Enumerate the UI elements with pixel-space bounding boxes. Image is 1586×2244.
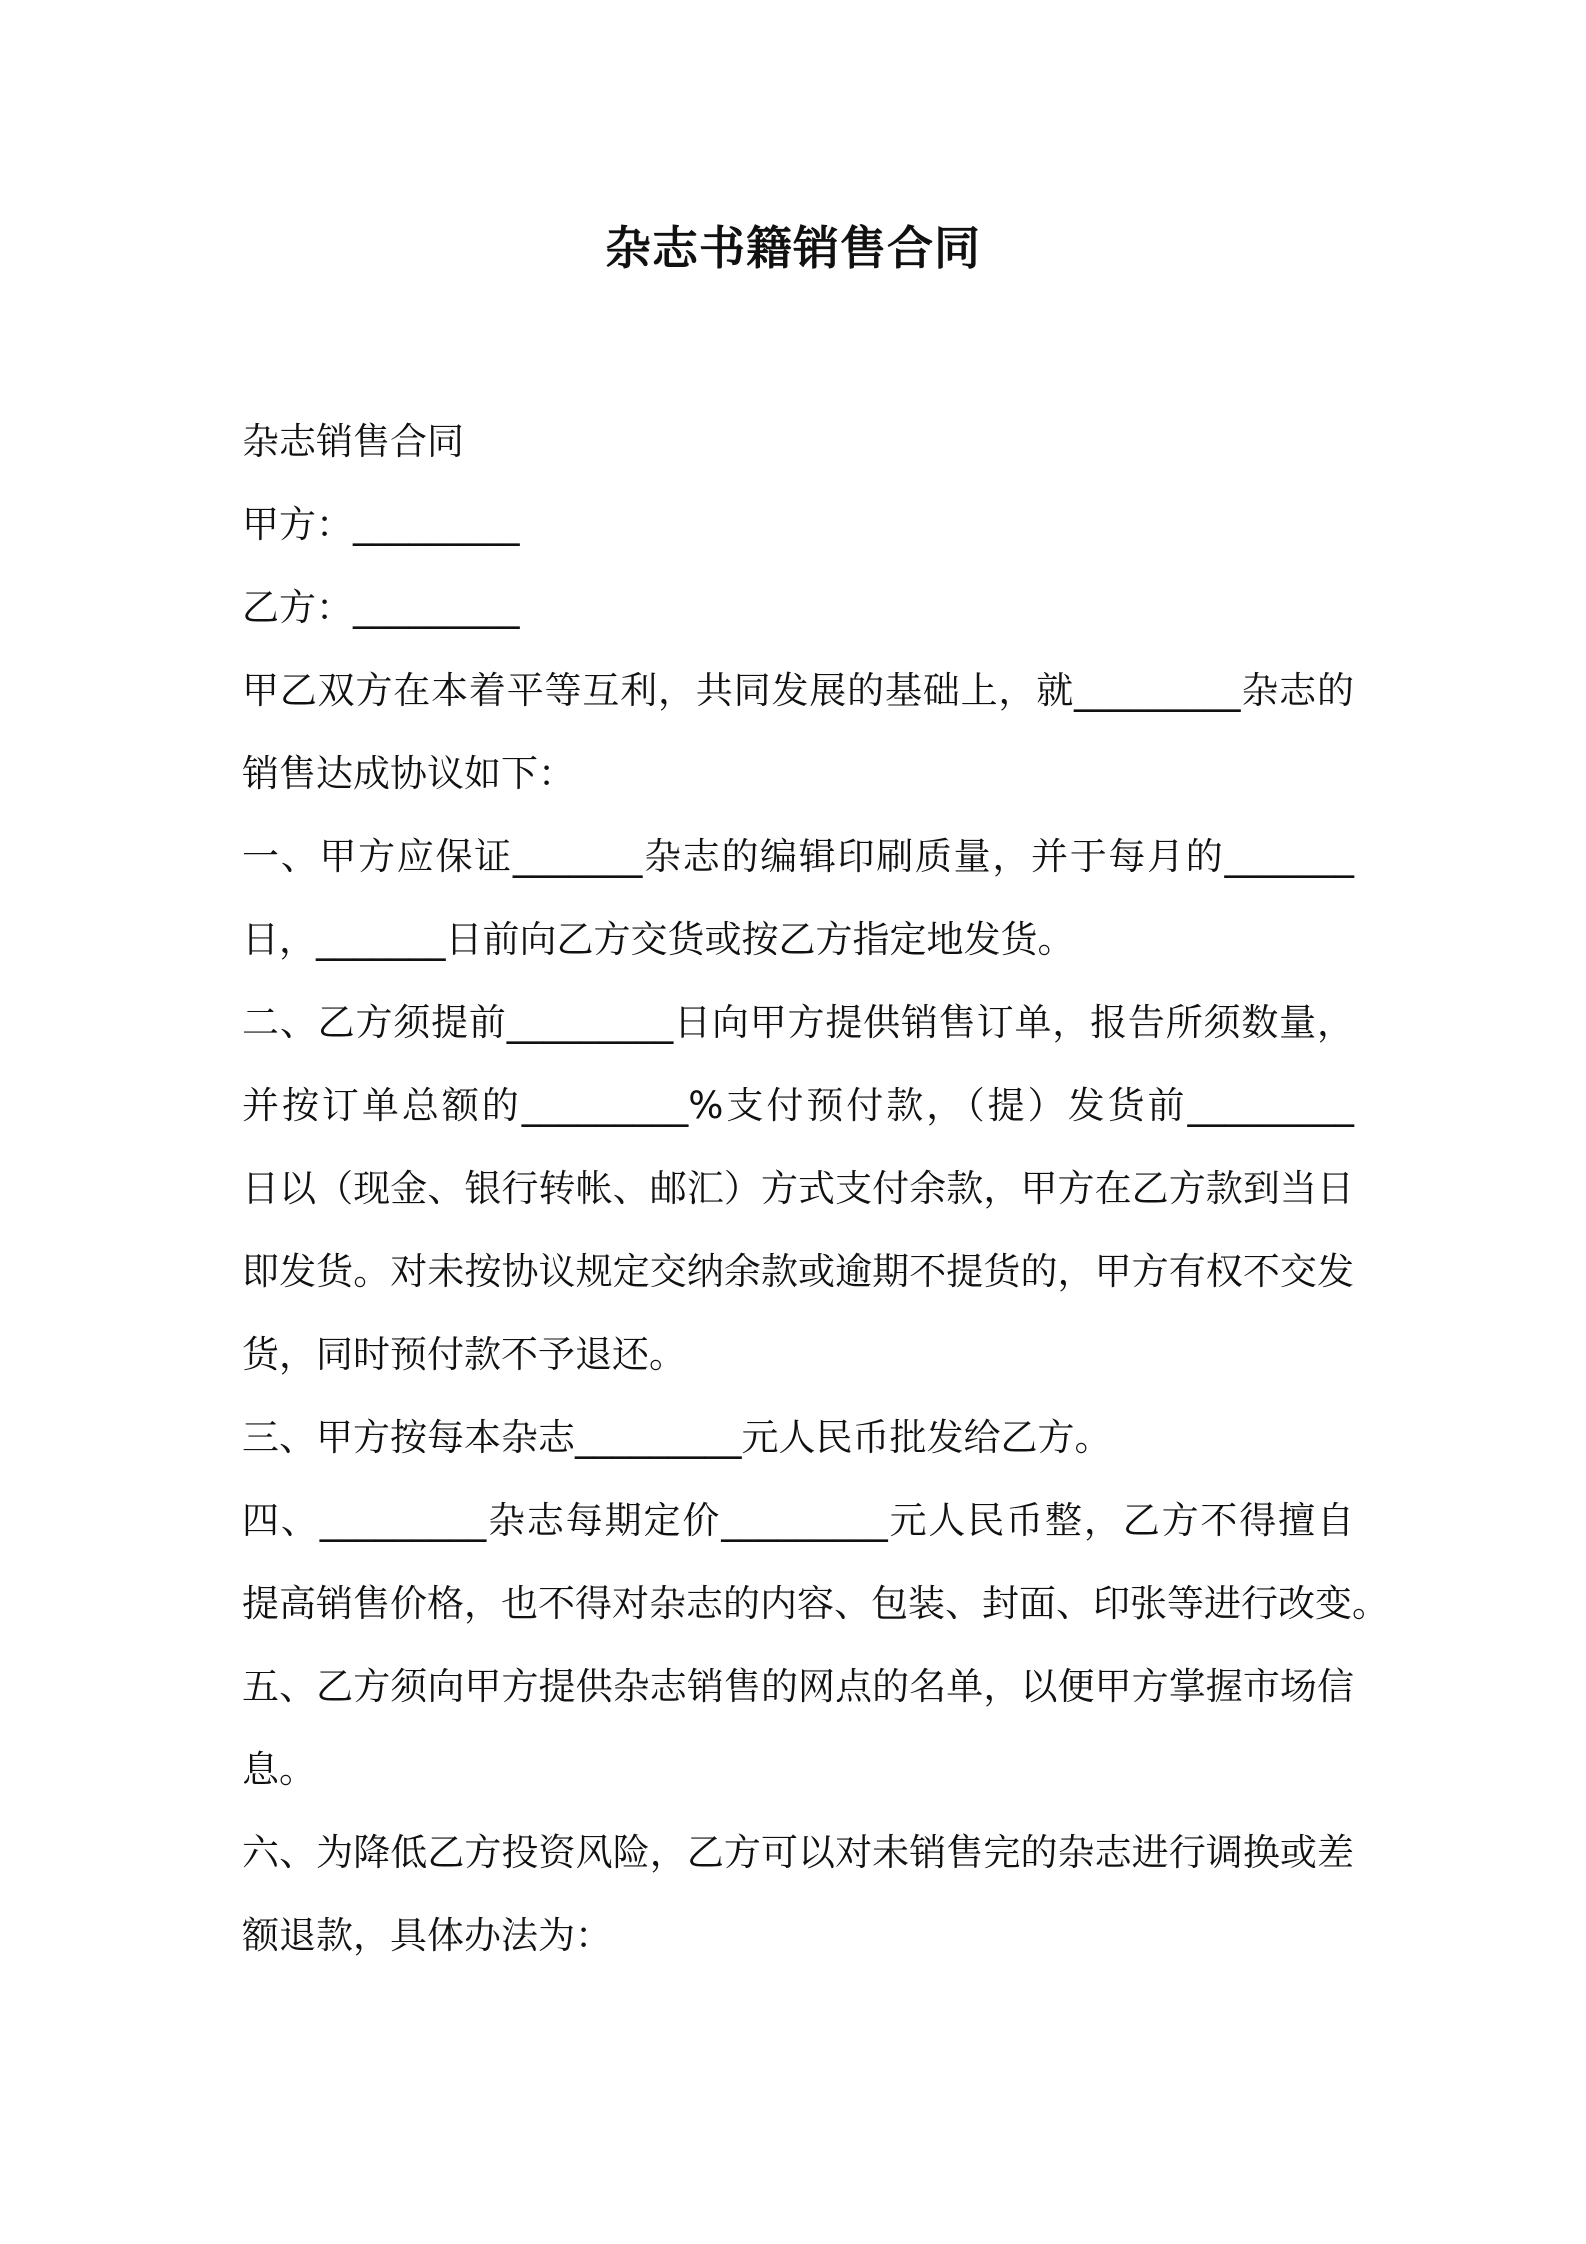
clause-2-line: 即发货。对未按协议规定交纳余款或逾期不提货的，甲方有权不交发 [242,1250,1354,1293]
clause-5-line: 五、乙方须向甲方提供杂志销售的网点的名单，以便甲方掌握市场信 [242,1665,1354,1708]
document-body [242,400,1389,1977]
clause-6-line: 额退款，具体办法为： [242,1914,612,1957]
clause-2-line: 并按订单总额的_________%支付预付款，（提）发货前_________ [242,1084,1354,1127]
clause-3-line: 三、甲方按每本杂志_________元人民币批发给乙方。 [242,1416,1112,1459]
clause-2-line: 货，同时预付款不予退还。 [242,1333,686,1376]
party-b-line: 乙方：_________ [242,586,520,629]
clause-2-line: 日以（现金、银行转帐、邮汇）方式支付余款，甲方在乙方款到当日 [242,1167,1354,1210]
preamble-line: 销售达成协议如下： [242,752,575,795]
clause-4-line: 四、_________杂志每期定价_________元人民币整，乙方不得擅自 [242,1499,1354,1542]
clause-5-line: 息。 [242,1748,316,1791]
party-a-line: 甲方：_________ [242,503,520,546]
clause-6-line: 六、为降低乙方投资风险，乙方可以对未销售完的杂志进行调换或差 [242,1831,1354,1874]
clause-1-line: 一、甲方应保证_______杂志的编辑印刷质量，并于每月的_______ [242,835,1354,878]
clause-1-line: 日，_______日前向乙方交货或按乙方指定地发货。 [242,918,1075,961]
preamble-line: 甲乙双方在本着平等互利，共同发展的基础上，就_________杂志的 [242,669,1354,712]
clause-2-line: 二、乙方须提前_________日向甲方提供销售订单，报告所须数量， [242,1001,1354,1044]
document-title: 杂志书籍销售合同 [605,221,981,275]
clause-4-line: 提高销售价格，也不得对杂志的内容、包装、封面、印张等进行改变。 [242,1582,1389,1625]
contract-heading: 杂志销售合同 [242,420,464,463]
